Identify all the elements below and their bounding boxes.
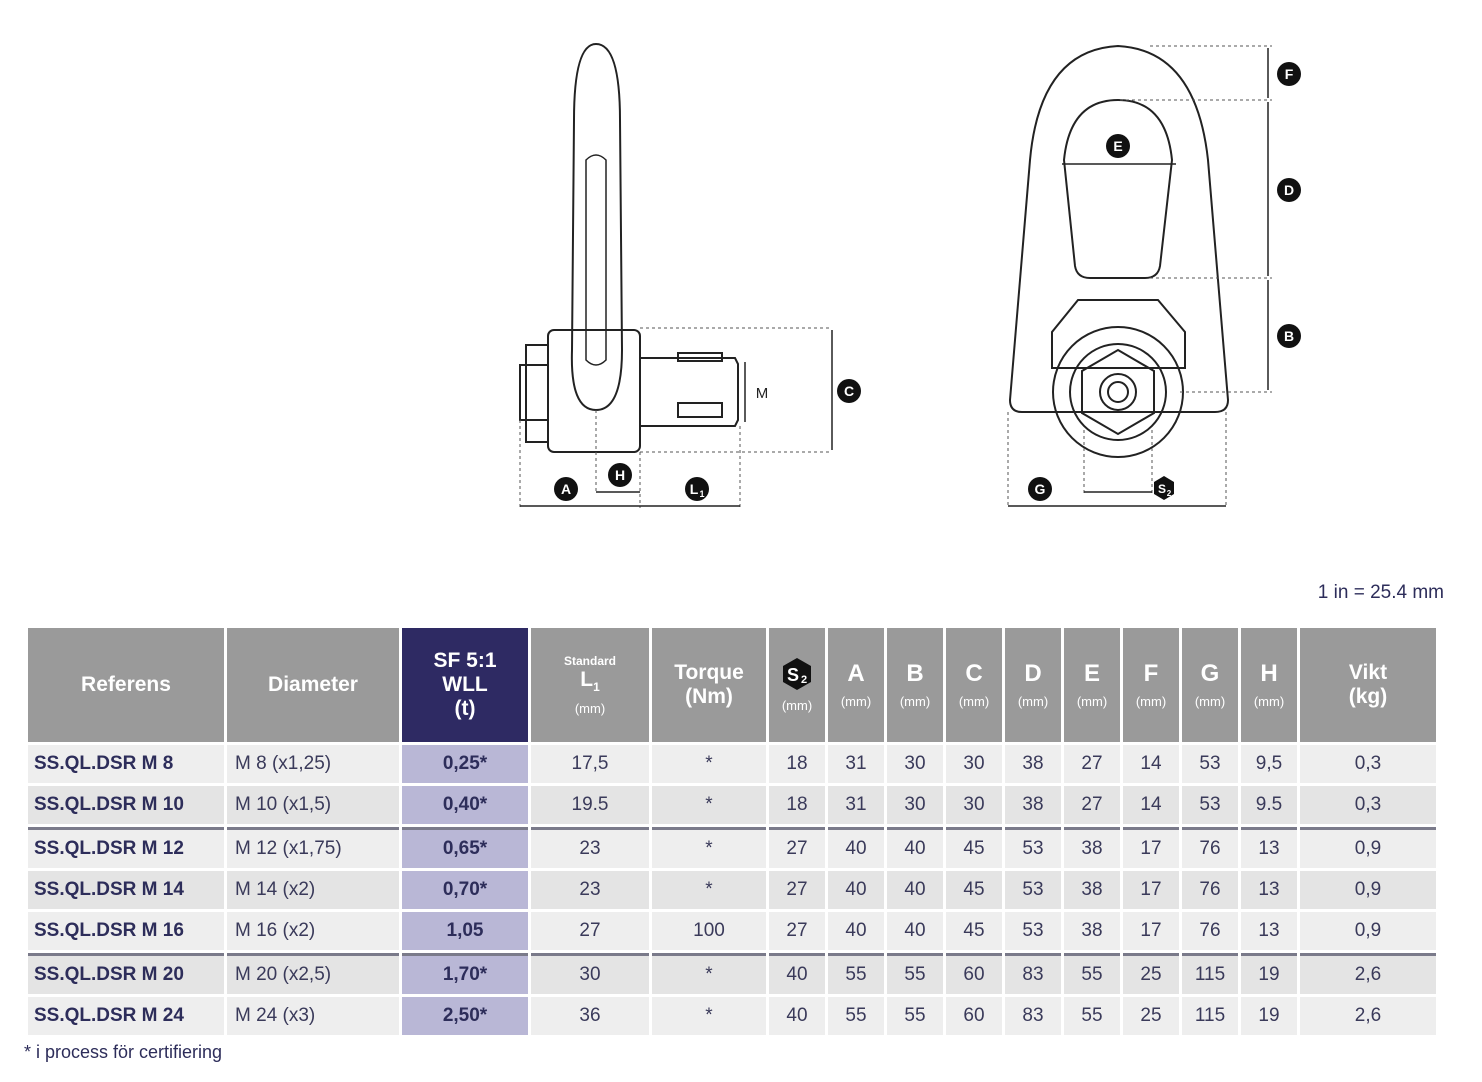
cell-l1: 23 xyxy=(531,827,649,868)
cell-g: 76 xyxy=(1182,827,1238,868)
cell-d: 83 xyxy=(1005,997,1061,1035)
cell-ref: SS.QL.DSR M 20 xyxy=(28,953,224,994)
cell-l1: 19.5 xyxy=(531,786,649,824)
cell-f: 17 xyxy=(1123,912,1179,950)
cell-dia: M 8 (x1,25) xyxy=(227,745,399,783)
cell-f: 14 xyxy=(1123,786,1179,824)
cell-ref: SS.QL.DSR M 12 xyxy=(28,827,224,868)
cell-a: 40 xyxy=(828,871,884,909)
cell-d: 53 xyxy=(1005,871,1061,909)
cell-h: 19 xyxy=(1241,953,1297,994)
front-boss xyxy=(1052,300,1185,368)
header-g: G (mm) xyxy=(1182,628,1238,742)
cell-h: 13 xyxy=(1241,827,1297,868)
cell-d: 83 xyxy=(1005,953,1061,994)
cell-c: 45 xyxy=(946,827,1002,868)
cell-g: 76 xyxy=(1182,871,1238,909)
cell-vikt: 0,9 xyxy=(1300,871,1436,909)
cell-e: 27 xyxy=(1064,745,1120,783)
cell-wll: 0,25* xyxy=(402,745,528,783)
cell-dia: M 20 (x2,5) xyxy=(227,953,399,994)
cell-b: 40 xyxy=(887,912,943,950)
header-l1: Standard $L_1$ (mm) xyxy=(531,628,649,742)
cell-wll: 0,65* xyxy=(402,827,528,868)
cell-e: 38 xyxy=(1064,912,1120,950)
front-washer xyxy=(1053,327,1183,457)
header-diameter: Diameter xyxy=(227,628,399,742)
cell-h: 13 xyxy=(1241,871,1297,909)
table-header-row xyxy=(28,628,1436,742)
cell-torque: 100 xyxy=(652,912,766,950)
label-s2: S xyxy=(1157,482,1167,496)
label-a: A xyxy=(560,481,572,497)
label-e: E xyxy=(1113,138,1123,154)
cell-d: 53 xyxy=(1005,827,1061,868)
cell-wll: 1,05 xyxy=(402,912,528,950)
cell-dia: M 14 (x2) xyxy=(227,871,399,909)
table-row xyxy=(28,827,1436,868)
cell-s2: 40 xyxy=(769,997,825,1035)
cell-h: 9,5 xyxy=(1241,745,1297,783)
dimension-labels xyxy=(554,62,1301,501)
label-d: D xyxy=(1283,182,1295,198)
table-row xyxy=(28,912,1436,950)
cell-torque: * xyxy=(652,953,766,994)
label-l1: L xyxy=(689,481,699,497)
cell-wll: 0,70* xyxy=(402,871,528,909)
svg-text:S: S xyxy=(786,665,800,685)
cell-b: 30 xyxy=(887,745,943,783)
table-row xyxy=(28,745,1436,783)
header-vikt: Vikt (kg) xyxy=(1300,628,1436,742)
cell-torque: * xyxy=(652,786,766,824)
cell-d: 38 xyxy=(1005,745,1061,783)
cell-b: 40 xyxy=(887,827,943,868)
cell-l1: 23 xyxy=(531,871,649,909)
cell-dia: M 12 (x1,75) xyxy=(227,827,399,868)
cell-vikt: 2,6 xyxy=(1300,997,1436,1035)
cell-s2: 27 xyxy=(769,827,825,868)
label-f: F xyxy=(1284,66,1294,82)
cell-l1: 27 xyxy=(531,912,649,950)
header-e: E (mm) xyxy=(1064,628,1120,742)
cell-c: 60 xyxy=(946,997,1002,1035)
label-g: G xyxy=(1034,481,1046,497)
cell-torque: * xyxy=(652,827,766,868)
table-row xyxy=(28,786,1436,824)
header-c: C (mm) xyxy=(946,628,1002,742)
cell-torque: * xyxy=(652,871,766,909)
cell-d: 38 xyxy=(1005,786,1061,824)
cell-b: 40 xyxy=(887,871,943,909)
cell-e: 27 xyxy=(1064,786,1120,824)
cell-e: 55 xyxy=(1064,997,1120,1035)
cell-f: 17 xyxy=(1123,827,1179,868)
cell-f: 17 xyxy=(1123,871,1179,909)
cell-torque: * xyxy=(652,997,766,1035)
cell-vikt: 0,9 xyxy=(1300,827,1436,868)
cell-s2: 18 xyxy=(769,786,825,824)
cell-l1: 36 xyxy=(531,997,649,1035)
cell-a: 31 xyxy=(828,745,884,783)
cell-torque: * xyxy=(652,745,766,783)
spec-table xyxy=(25,625,1439,1038)
cell-c: 30 xyxy=(946,745,1002,783)
cell-h: 19 xyxy=(1241,997,1297,1035)
side-bail xyxy=(572,44,622,410)
cell-s2: 18 xyxy=(769,745,825,783)
cell-b: 30 xyxy=(887,786,943,824)
cell-d: 53 xyxy=(1005,912,1061,950)
cell-a: 55 xyxy=(828,997,884,1035)
cell-e: 38 xyxy=(1064,827,1120,868)
svg-text:2: 2 xyxy=(800,674,808,686)
cell-vikt: 0,9 xyxy=(1300,912,1436,950)
cell-a: 31 xyxy=(828,786,884,824)
label-b: B xyxy=(1283,328,1295,344)
cell-dia: M 10 (x1,5) xyxy=(227,786,399,824)
cell-a: 40 xyxy=(828,912,884,950)
table-row xyxy=(28,953,1436,994)
label-m: M xyxy=(755,385,769,402)
label-h: H xyxy=(614,467,626,483)
cell-wll: 0,40* xyxy=(402,786,528,824)
cell-f: 14 xyxy=(1123,745,1179,783)
cell-ref: SS.QL.DSR M 16 xyxy=(28,912,224,950)
cell-g: 53 xyxy=(1182,786,1238,824)
cell-h: 13 xyxy=(1241,912,1297,950)
cell-g: 115 xyxy=(1182,953,1238,994)
cell-dia: M 24 (x3) xyxy=(227,997,399,1035)
front-hex xyxy=(1082,350,1154,434)
side-body xyxy=(548,330,640,452)
cell-dia: M 16 (x2) xyxy=(227,912,399,950)
s2-hex-icon xyxy=(780,657,814,691)
unit-conversion: 1 in = 25.4 mm xyxy=(1317,582,1444,603)
side-bolt xyxy=(640,358,738,426)
header-torque: Torque (Nm) xyxy=(652,628,766,742)
side-nut-outline xyxy=(526,345,548,442)
cell-g: 76 xyxy=(1182,912,1238,950)
side-nut-left xyxy=(520,365,548,420)
table-row xyxy=(28,997,1436,1035)
cell-vikt: 0,3 xyxy=(1300,745,1436,783)
header-a: A (mm) xyxy=(828,628,884,742)
cell-vikt: 2,6 xyxy=(1300,953,1436,994)
cell-c: 60 xyxy=(946,953,1002,994)
svg-text:2: 2 xyxy=(1166,489,1172,498)
cell-e: 55 xyxy=(1064,953,1120,994)
header-s2: S 2 (mm) xyxy=(769,628,825,742)
cell-s2: 27 xyxy=(769,912,825,950)
cell-b: 55 xyxy=(887,997,943,1035)
header-d: D (mm) xyxy=(1005,628,1061,742)
cell-b: 55 xyxy=(887,953,943,994)
header-f: F (mm) xyxy=(1123,628,1179,742)
cell-ref: SS.QL.DSR M 10 xyxy=(28,786,224,824)
cell-c: 30 xyxy=(946,786,1002,824)
cell-wll: 2,50* xyxy=(402,997,528,1035)
cell-vikt: 0,3 xyxy=(1300,786,1436,824)
table-row xyxy=(28,871,1436,909)
cell-a: 40 xyxy=(828,827,884,868)
cell-c: 45 xyxy=(946,871,1002,909)
header-h: H (mm) xyxy=(1241,628,1297,742)
cell-h: 9.5 xyxy=(1241,786,1297,824)
cell-g: 53 xyxy=(1182,745,1238,783)
front-eye xyxy=(1064,100,1172,278)
header-b: B (mm) xyxy=(887,628,943,742)
cell-ref: SS.QL.DSR M 24 xyxy=(28,997,224,1035)
header-wll: SF 5:1 WLL (t) xyxy=(402,628,528,742)
cell-f: 25 xyxy=(1123,997,1179,1035)
svg-text:1: 1 xyxy=(699,489,705,499)
cell-l1: 17,5 xyxy=(531,745,649,783)
cell-f: 25 xyxy=(1123,953,1179,994)
cell-e: 38 xyxy=(1064,871,1120,909)
label-c: C xyxy=(843,383,855,399)
cell-a: 55 xyxy=(828,953,884,994)
header-referens: Referens xyxy=(28,628,224,742)
footnote: * i process för certifiering xyxy=(24,1042,223,1062)
cell-l1: 30 xyxy=(531,953,649,994)
cell-s2: 27 xyxy=(769,871,825,909)
cell-g: 115 xyxy=(1182,997,1238,1035)
cell-ref: SS.QL.DSR M 14 xyxy=(28,871,224,909)
cell-ref: SS.QL.DSR M 8 xyxy=(28,745,224,783)
cell-s2: 40 xyxy=(769,953,825,994)
cell-c: 45 xyxy=(946,912,1002,950)
cell-wll: 1,70* xyxy=(402,953,528,994)
